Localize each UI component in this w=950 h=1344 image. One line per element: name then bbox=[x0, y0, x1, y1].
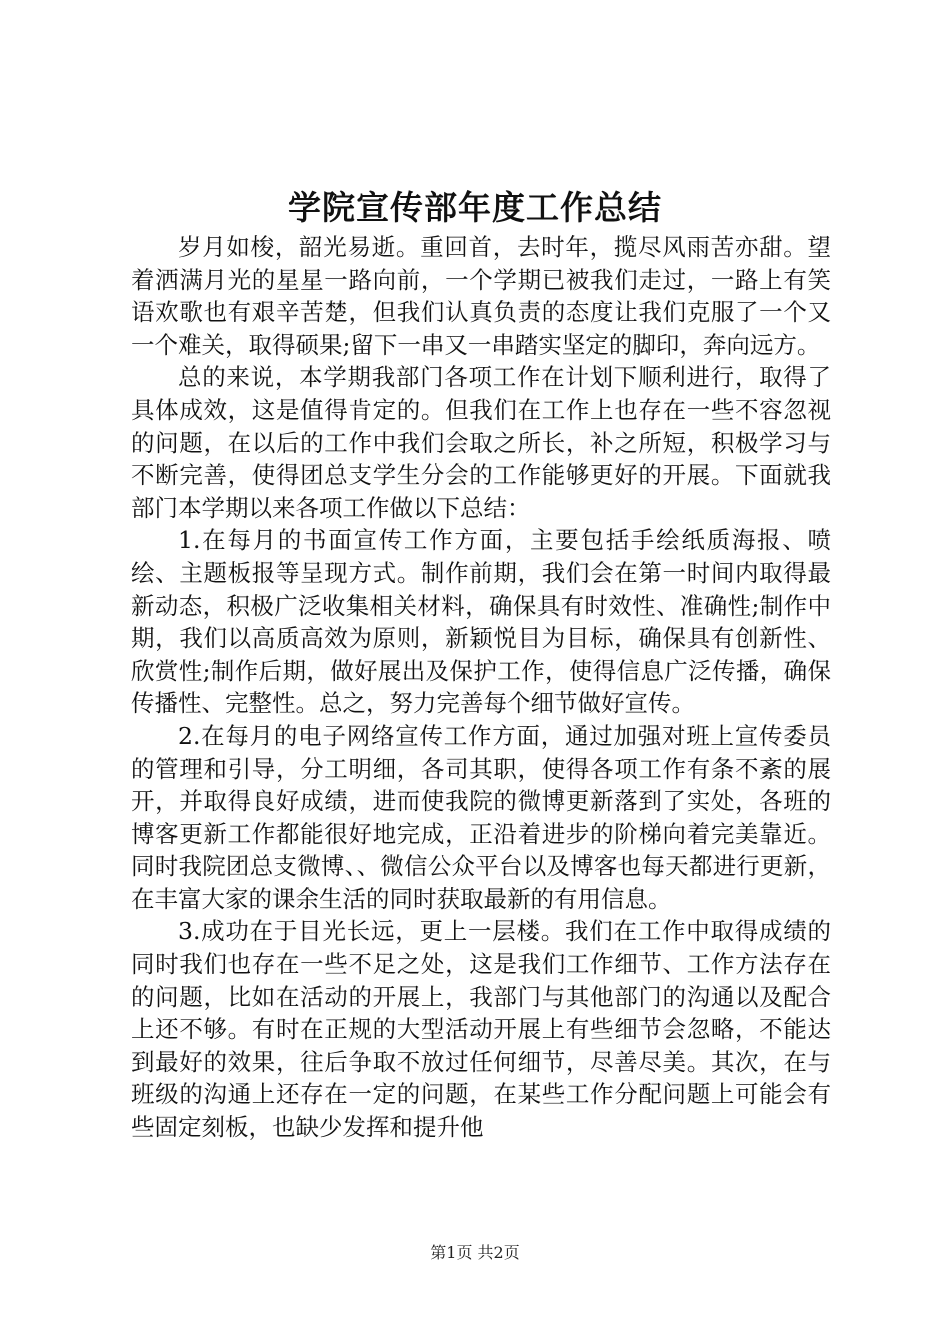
paragraph-intro: 岁月如梭，韶光易逝。重回首，去时年，揽尽风雨苦亦甜。望着洒满月光的星星一路向前，一个学期已被我们走过，一路上有笑语欢歌也有艰辛苦楚，但我们认真负责的态度让我们克服了一个又一个难关，取得硕果;留下一串又一串踏实坚定的脚印，奔向远方。 bbox=[131, 233, 831, 359]
document-body bbox=[131, 231, 831, 1144]
paragraph-item-1: 1.在每月的书面宣传工作方面，主要包括手绘纸质海报、喷绘、主题板报等呈现方式。制作前期，我们会在第一时间内取得最新动态，积极广泛收集相关材料，确保具有时效性、准确性;制作中期，我们以高质高效为原则，新颖悦目为目标，确保具有创新性、欣赏性;制作后期，做好展出及保护工作，使得信息广泛传播，确保传播性、完整性。总之，努力完善每个细节做好宣传。 bbox=[131, 526, 831, 718]
paragraph-item-3: 3.成功在于目光长远，更上一层楼。我们在工作中取得成绩的同时我们也存在一些不足之处，这是我们工作细节、工作方法存在的问题，比如在活动的开展上，我部门与其他部门的沟通以及配合上还不够。有时在正规的大型活动开展上有些细节会忽略，不能达到最好的效果，往后争取不放过任何细节，尽善尽美。其次，在与班级的沟通上还存在一定的问题，在某些工作分配问题上可能会有些固定刻板，也缺少发挥和提升他 bbox=[131, 917, 831, 1142]
paragraph-item-2: 2.在每月的电子网络宣传工作方面，通过加强对班上宣传委员的管理和引导，分工明细，各司其职，使得各项工作有条不紊的展开，并取得良好成绩，进而使我院的微博更新落到了实处，各班的博客更新工作都能很好地完成，正沿着进步的阶梯向着完美靠近。同时我院团总支微博、、微信公众平台以及博客也每天都进行更新，在丰富大家的课余生活的同时获取最新的有用信息。 bbox=[131, 721, 831, 913]
document-title: 学院宣传部年度工作总结 bbox=[288, 188, 662, 227]
paragraph-summary: 总的来说，本学期我部门各项工作在计划下顺利进行，取得了具体成效，这是值得肯定的。但我们在工作上也存在一些不容忽视的问题，在以后的工作中我们会取之所长，补之所短，积极学习与不断完善，使得团总支学生分会的工作能够更好的开展。下面就我部门本学期以来各项工作做以下总结： bbox=[131, 363, 831, 522]
page-footer: 第1页 共2页 bbox=[430, 1243, 520, 1262]
